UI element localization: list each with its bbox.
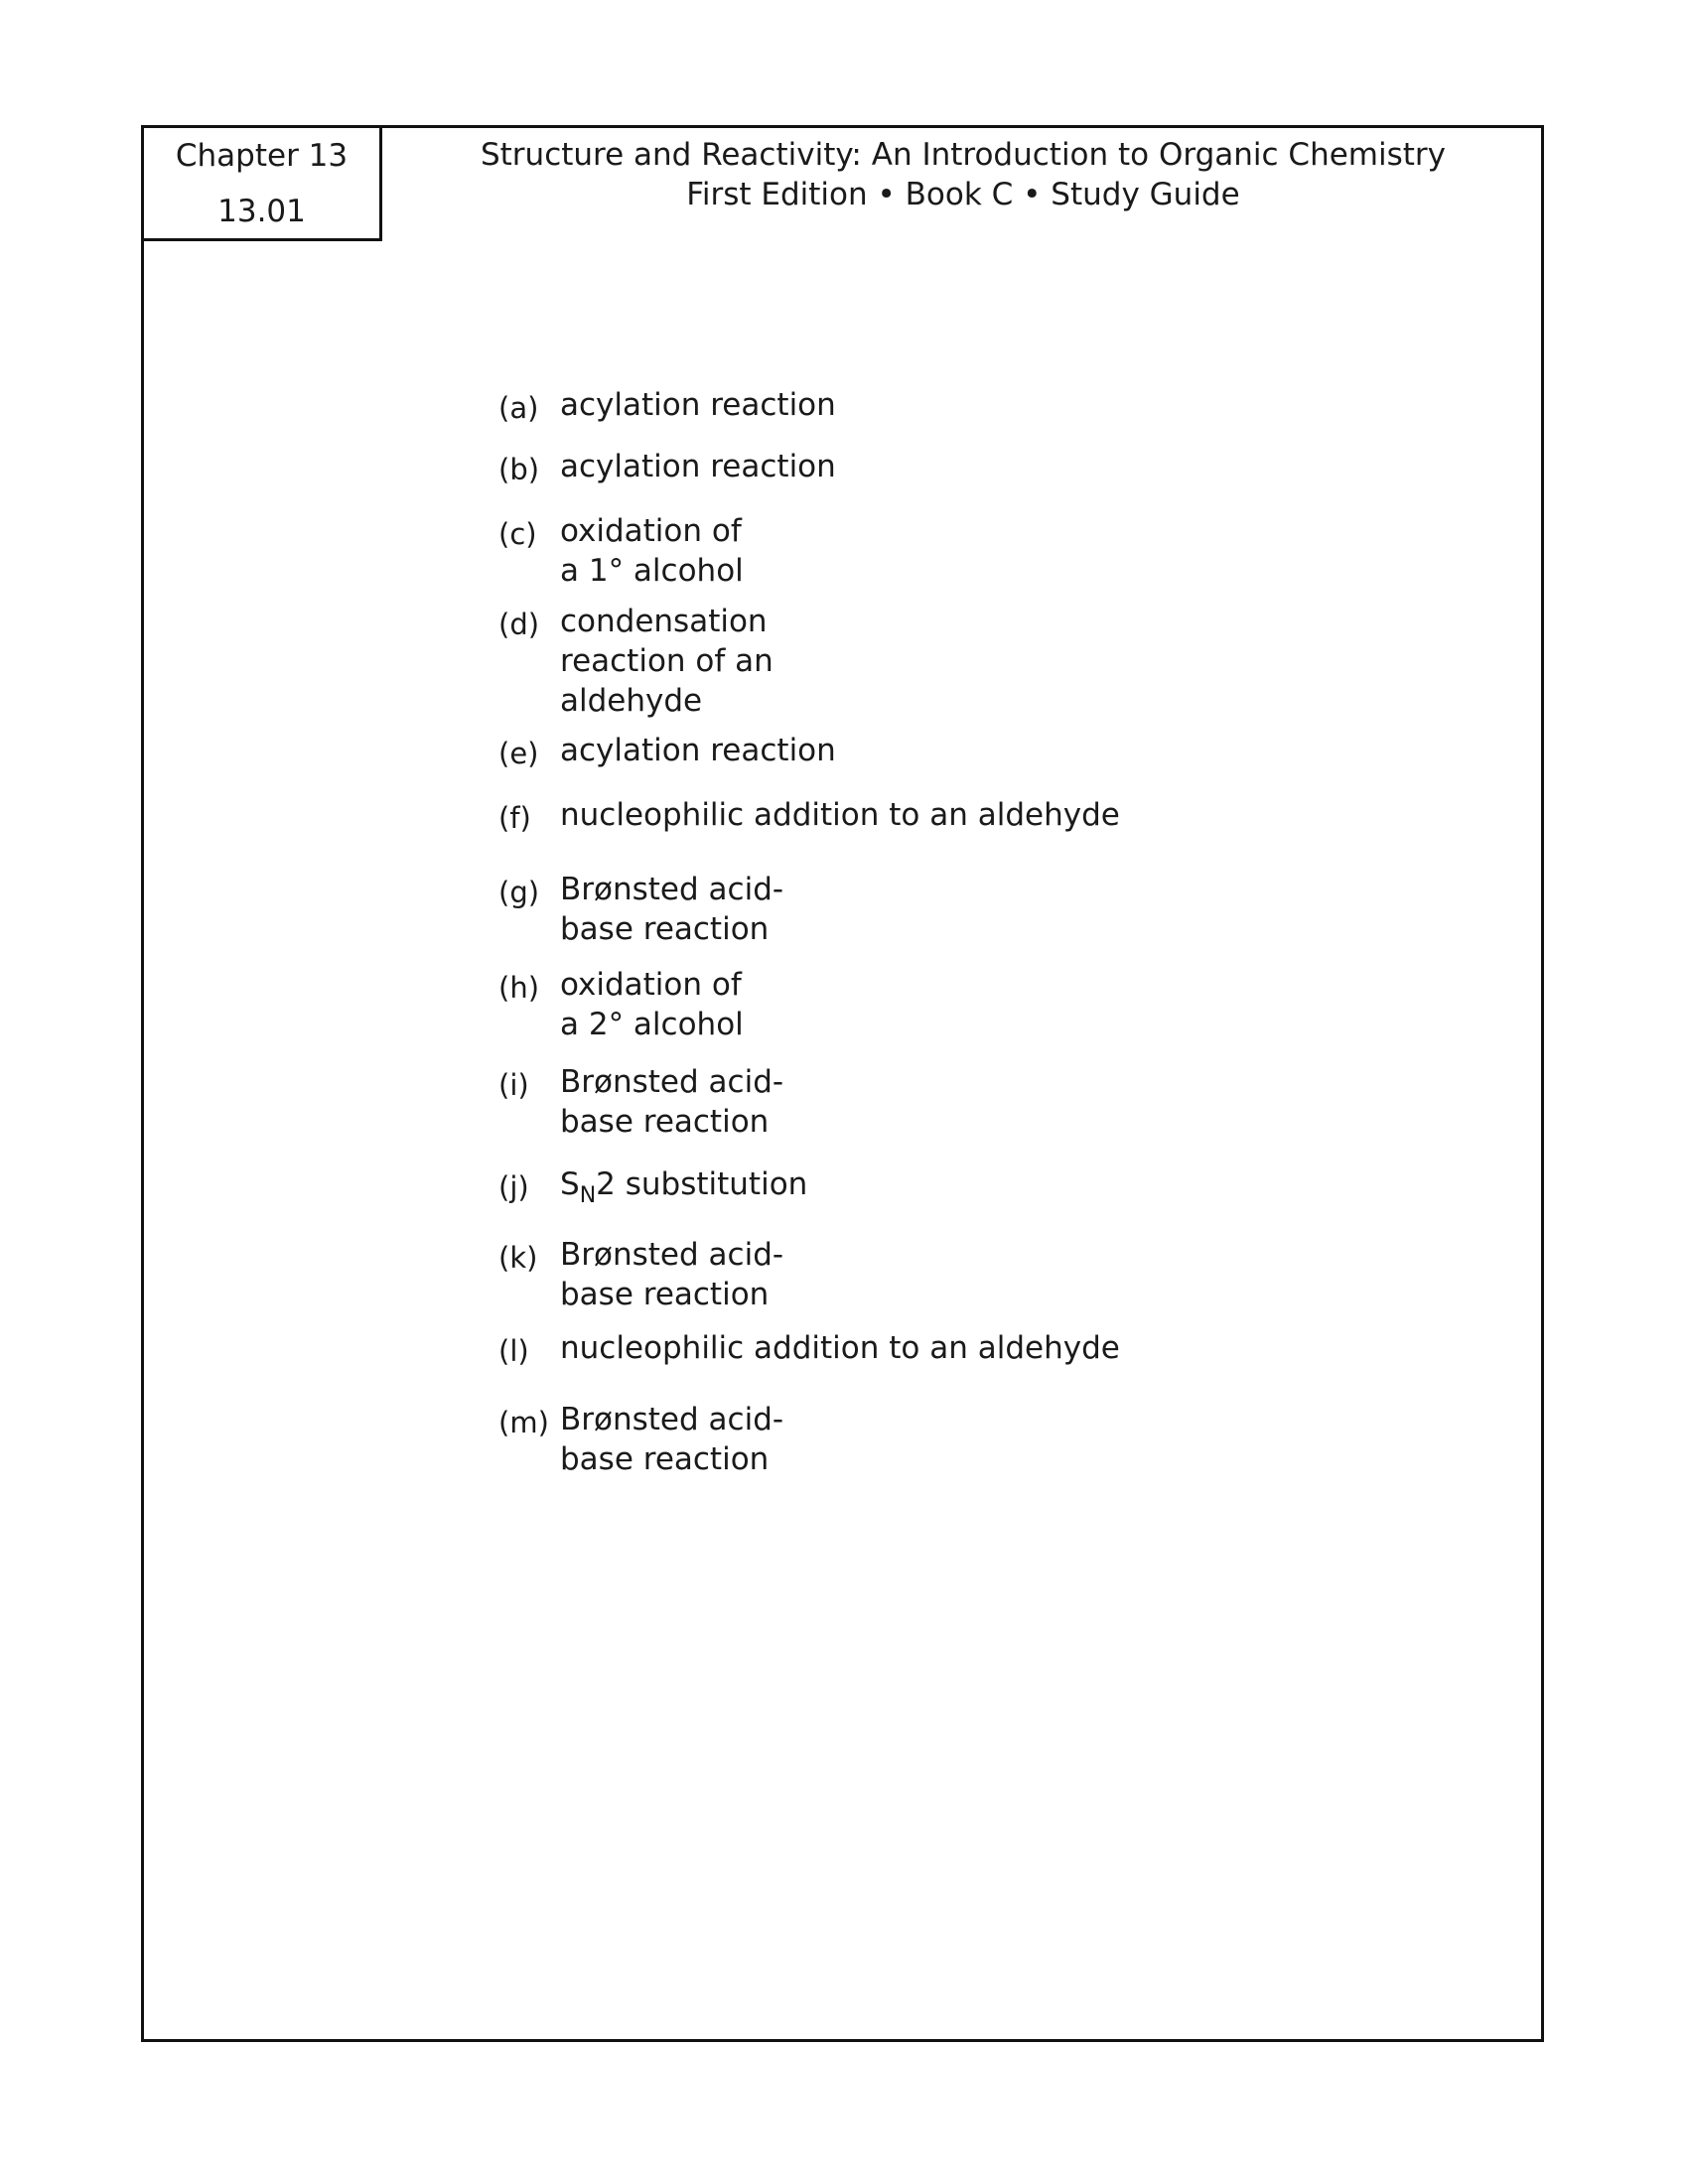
answer-label: (m) (498, 1406, 549, 1439)
answer-text: oxidation of (560, 513, 742, 549)
answer-label: (f) (498, 801, 531, 835)
answer-label: (j) (498, 1170, 529, 1204)
answer-label: (b) (498, 453, 540, 486)
section-number: 13.01 (217, 194, 306, 229)
answer-text: acylation reaction (560, 733, 836, 768)
book-title: Structure and Reactivity: An Introduction to Organic Chemistry (480, 137, 1447, 173)
answer-text: Brønsted acid- (560, 1064, 784, 1100)
answer-text: oxidation of (560, 967, 742, 1003)
page-frame (141, 125, 1544, 2042)
answer-label: (h) (498, 971, 540, 1005)
chapter-box (141, 125, 382, 241)
book-subtitle: First Edition • Book C • Study Guide (686, 177, 1240, 212)
answer-text: base reaction (560, 1104, 770, 1140)
sn2-subscript: N (579, 1183, 597, 1208)
answer-text: Brønsted acid- (560, 1402, 784, 1437)
answer-label: (a) (498, 391, 539, 425)
chapter-label: Chapter 13 (175, 138, 349, 174)
answer-text: base reaction (560, 1277, 770, 1312)
answer-text: aldehyde (560, 683, 703, 719)
answer-text (560, 1164, 807, 1208)
answer-text: a 1° alcohol (560, 553, 744, 589)
answer-label: (g) (498, 876, 540, 909)
answer-label: (c) (498, 517, 537, 551)
answer-text: acylation reaction (560, 449, 836, 484)
answer-text: Brønsted acid- (560, 872, 784, 907)
answer-text: base reaction (560, 1441, 770, 1477)
answer-text: nucleophilic addition to an aldehyde (560, 797, 1120, 833)
sn2-rest: 2 substitution (596, 1166, 808, 1202)
answer-text: reaction of an (560, 643, 774, 679)
sn2-s: S (560, 1166, 580, 1202)
answer-label: (l) (498, 1334, 529, 1368)
answer-text: acylation reaction (560, 387, 836, 423)
answer-label: (e) (498, 737, 539, 770)
answer-text: a 2° alcohol (560, 1007, 744, 1042)
answer-label: (k) (498, 1241, 538, 1275)
answer-label: (i) (498, 1068, 529, 1102)
answer-label: (d) (498, 608, 540, 641)
answer-text: Brønsted acid- (560, 1237, 784, 1273)
answer-text: condensation (560, 604, 768, 639)
answer-text: base reaction (560, 911, 770, 947)
answer-text: nucleophilic addition to an aldehyde (560, 1330, 1120, 1366)
